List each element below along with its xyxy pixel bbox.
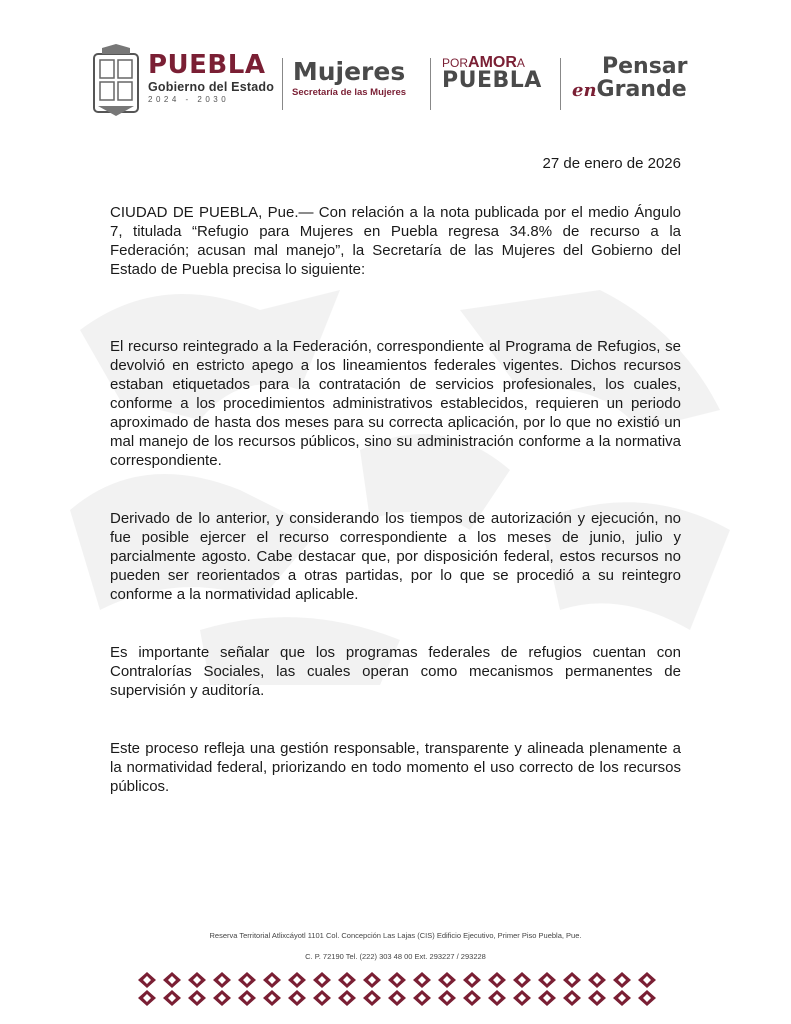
puebla-title: PUEBLA xyxy=(148,50,266,80)
mujeres-subtitle: Secretaría de las Mujeres xyxy=(292,87,407,98)
puebla-subtitle: Gobierno del Estado xyxy=(148,80,275,94)
pattern-motif xyxy=(463,972,481,1006)
pattern-motif xyxy=(388,972,406,1006)
decorative-pattern-band xyxy=(135,971,660,1007)
pensar-grande: Grande xyxy=(596,77,687,102)
pattern-motif xyxy=(438,972,456,1006)
amor-a: A xyxy=(516,56,525,70)
pattern-motif xyxy=(288,972,306,1006)
pattern-motif xyxy=(163,972,181,1006)
pattern-motif xyxy=(263,972,281,1006)
puebla-years: 2024 - 2030 xyxy=(148,95,230,104)
letterhead xyxy=(92,40,712,130)
pattern-motif xyxy=(238,972,256,1006)
puebla-logo xyxy=(148,52,274,104)
pattern-motif xyxy=(563,972,581,1006)
pensar-word: Pensar xyxy=(602,54,688,79)
paragraph: CIUDAD DE PUEBLA, Pue.— Con relación a la nota publicada por el medio Ángulo 7, titulada “Refugio para Mujeres en Puebla regresa 34.8% de recurso a la Federación; acusan mal manejo”, la Secretaría de las Mujeres del Gobierno del Estado de Puebla precisa lo siguiente: xyxy=(110,204,681,278)
document-date: 27 de enero de 2026 xyxy=(542,155,681,172)
pattern-motif xyxy=(338,972,356,1006)
pattern-motif xyxy=(588,972,606,1006)
paragraph: Derivado de lo anterior, y considerando los tiempos de autorización y ejecución, no fue posible ejercer el recurso correspondiente a los meses de junio, julio y parcialmente agosto. Cabe destacar que, por disposición federal, estos recursos no pueden ser reorientados a otras partidas, por lo que se procedió a su reintegro conforme a la normatividad aplicable. xyxy=(110,510,681,603)
document-body xyxy=(110,203,681,796)
footer-contact: C. P. 72190 Tel. (222) 303 48 00 Ext. 293227 / 293228 xyxy=(305,952,486,961)
pattern-motif xyxy=(613,972,631,1006)
por-amor-logo xyxy=(442,56,542,92)
paragraph: Es importante señalar que los programas federales de refugios cuentan con Contralorías Sociales, las cuales operan como mecanismos permanentes de supervisión y auditoría. xyxy=(110,644,681,699)
pattern-motif xyxy=(538,972,556,1006)
pensar-logo xyxy=(572,56,688,103)
pattern-motif xyxy=(363,972,381,1006)
pattern-motif xyxy=(413,972,431,1006)
mujeres-logo xyxy=(292,58,406,98)
pattern-motif xyxy=(188,972,206,1006)
mujeres-title: Mujeres xyxy=(292,57,406,86)
pattern-motif xyxy=(488,972,506,1006)
pattern-motif xyxy=(313,972,331,1006)
divider xyxy=(560,58,561,110)
coat-of-arms-icon xyxy=(92,44,140,118)
footer-address: Reserva Territorial Atlixcáyotl 1101 Col. Concepción Las Lajas (CIS) Edificio Ejecutivo, Primer Piso Puebla, Pue. xyxy=(209,931,582,940)
divider xyxy=(430,58,431,110)
pattern-motif xyxy=(213,972,231,1006)
pattern-motif xyxy=(638,972,656,1006)
divider xyxy=(282,58,283,110)
pensar-en: en xyxy=(572,80,597,101)
amor-puebla: PUEBLA xyxy=(442,68,542,93)
amor-por: POR xyxy=(442,56,469,70)
pattern-motif xyxy=(138,972,156,1006)
paragraph: El recurso reintegrado a la Federación, correspondiente al Programa de Refugios, se devolvió en estricto apego a los lineamientos federales vigentes. Dichos recursos estaban etiquetados para la contratación de servicios profesionales, los cuales, conforme a los procedimientos administrativos establecidos, requieren un periodo aproximado de hasta dos meses para su correcta aplicación, por lo que no existió un mal manejo de los recursos públicos, sino su administración conforme a la normativa correspondiente. xyxy=(110,338,681,469)
pattern-motif xyxy=(513,972,531,1006)
amor-amor: AMOR xyxy=(468,54,517,71)
paragraph: Este proceso refleja una gestión responsable, transparente y alineada plenamente a la normatividad federal, priorizando en todo momento el uso correcto de los recursos públicos. xyxy=(110,740,681,795)
